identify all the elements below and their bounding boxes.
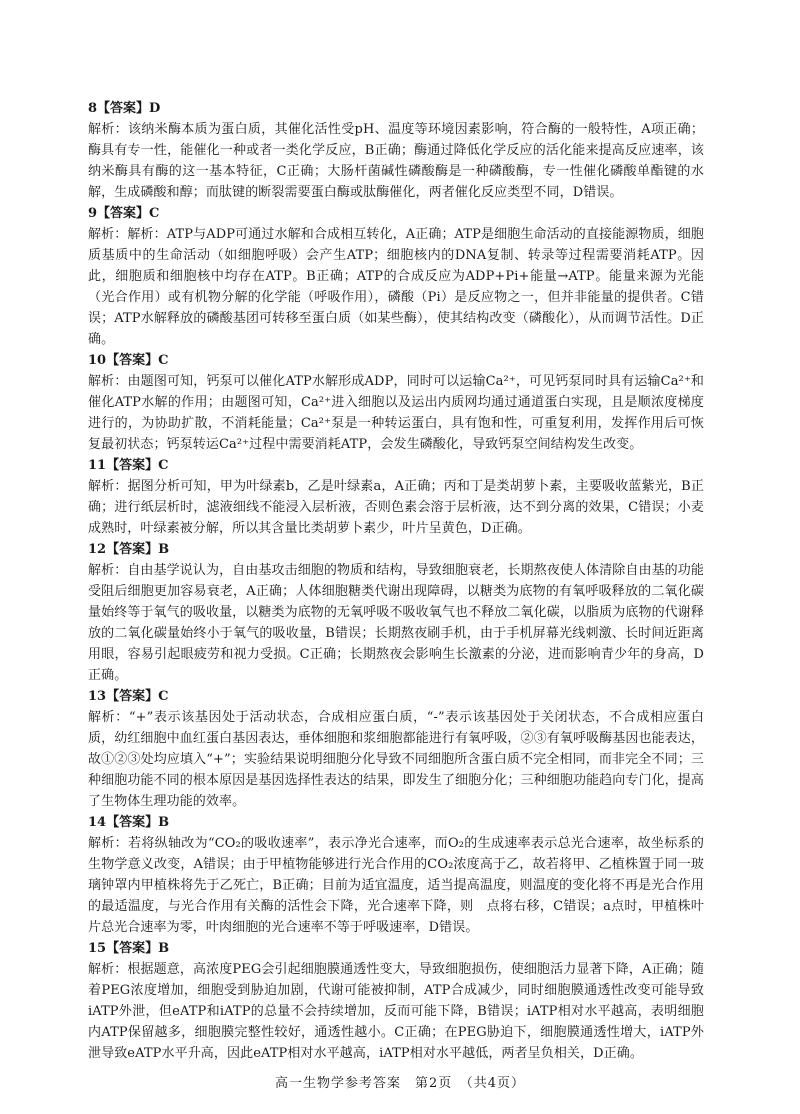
question-15: [88, 938, 704, 1064]
page-footer: 高一生物学参考答案 第2页 （共4页）: [274, 1076, 526, 1091]
question-9: [88, 203, 704, 350]
explanation-text: 解析：自由基学说认为，自由基攻击细胞的物质和结构，导致细胞衰老，长期熬夜使人体清除自由基的功能受阻后细胞更加容易衰老，A正确；人体细胞糖类代谢出现障碍，以糖类为底物的有氧呼吸释放的二氧化碳量始终等于氧气的吸收量，以糖类为底物的无氧呼吸不吸收氧气也不释放二氧化碳，以脂质为底物的代谢释放的二氧化碳量始终小于氧气的吸收量，B错误；长期熬夜刷手机，由于手机屏幕光线刺激、长时间近距离用眼，容易引起眼疲劳和视力受损。C正确；长期熬夜会影响生长激素的分泌，进而影响青少年的身高，D正确。: [88, 563, 704, 683]
explanation-text: 解析：解析：ATP与ADP可通过水解和合成相互转化，A正确；ATP是细胞生命活动的直接能源物质，细胞质基质中的生命活动（如细胞呼吸）会产生ATP；细胞核内的DNA复制、转录等过程需要消耗ATP。因此，细胞质和细胞核中均存在ATP。B正确；ATP的合成反应为ADP+Pi+能量→ATP。能量来源为光能（光合作用）或有机物分解的化学能（呼吸作用），磷酸（Pi）是反应物之一，但并非能量的提供者。C错误；ATP水解释放的磷酸基团可转移至蛋白质（如某些酶），使其结构改变（磷酸化），从而调节活性。D正确。: [88, 227, 704, 347]
explanation-text: 解析：“+”表示该基因处于活动状态，合成相应蛋白质，“-”表示该基因处于关闭状态，不合成相应蛋白质，幼红细胞中血红蛋白基因表达，垂体细胞和浆细胞都能进行有氧呼吸，②③有氧呼吸酶基因也能表达，故①②③处均应填入“+”；实验结果说明细胞分化导致不同细胞所含蛋白质不完全相同，而非完全不同；三种细胞功能不同的根本原因是基因选择性表达的结果，即发生了细胞分化；三种细胞功能趋向专门化，提高了生物体生理功能的效率。: [88, 710, 704, 809]
question-8: [88, 98, 704, 203]
question-10: [88, 350, 704, 455]
answer-line: 14【答案】B: [88, 815, 170, 830]
answer-line: 12【答案】B: [88, 542, 170, 557]
question-13: [88, 686, 704, 812]
explanation-text: 解析：根据题意，高浓度PEG会引起细胞膜通透性变大，导致细胞损伤，使细胞活力显著下降，A正确；随着PEG浓度增加，细胞受到胁迫加剧，代谢可能被抑制，ATP合成减少，同时细胞膜通透性改变可能导致iATP外泄，但eATP和iATP的总量不会持续增加，反而可能下降，B错误；iATP相对水平越高，表明细胞内ATP保留越多，细胞膜完整性较好，通透性越小。C正确；在PEG胁迫下，细胞膜通透性增大，iATP外泄导致eATP水平升高，因此eATP相对水平越高，iATP相对水平越低，两者呈负相关，D正确。: [88, 962, 704, 1061]
question-11: [88, 455, 704, 539]
answer-line: 11【答案】C: [88, 458, 169, 473]
explanation-text: 解析：由题图可知，钙泵可以催化ATP水解形成ADP，同时可以运输Ca²⁺，可见钙泵同时具有运输Ca²⁺和催化ATP水解的作用；由题图可知，Ca²⁺进入细胞以及运出内质网均通过通道蛋白实现，且是顺浓度梯度进行的，为协助扩散，不消耗能量；Ca²⁺泵是一种转运蛋白，具有饱和性，可重复利用，发挥作用后可恢复最初状态；钙泵转运Ca²⁺过程中需要消耗ATP，会发生磷酸化，导致钙泵空间结构发生改变。: [88, 374, 704, 452]
answer-line: 10【答案】C: [88, 353, 169, 368]
answer-line: 13【答案】C: [88, 689, 169, 704]
answer-line: 9【答案】C: [88, 206, 160, 221]
question-12: [88, 539, 704, 686]
question-14: [88, 812, 704, 938]
explanation-text: 解析：若将纵轴改为“CO₂的吸收速率”，表示净光合速率，而O₂的生成速率表示总光合速率，故坐标系的生物学意义改变，A错误；由于甲植物能够进行光合作用的CO₂浓度高于乙，故若将甲、乙植株置于同一玻璃钟罩内甲植株将先于乙死亡，B正确；目前为适宜温度，适当提高温度，则温度的变化将不再是光合作用的最适温度，与光合作用有关酶的活性会下降，光合速率下降，则 点将右移，C错误；a点时，甲植株叶片总光合速率为零，叶肉细胞的光合速率不等于呼吸速率，D错误。: [88, 836, 704, 935]
answer-line: 15【答案】B: [88, 941, 170, 956]
answer-line: 8【答案】D: [88, 101, 161, 116]
explanation-text: 解析：该纳米酶本质为蛋白质，其催化活性受pH、温度等环境因素影响，符合酶的一般特性，A项正确；酶具有专一性，能催化一种或者一类化学反应，B正确；酶通过降低化学反应的活化能来提高反应速率，该纳米酶具有酶的这一基本特征，C正确；大肠杆菌碱性磷酸酶是一种磷酸酶，专一性催化磷酸单酯键的水解，生成磷酸和醇；而肽键的断裂需要蛋白酶或肽酶催化，两者催化反应类型不同，D错误。: [88, 122, 704, 200]
explanation-text: 解析：据图分析可知，甲为叶绿素b，乙是叶绿素a，A正确；丙和丁是类胡萝卜素，主要吸收蓝紫光，B正确；进行纸层析时，滤液细线不能浸入层析液，否则色素会溶于层析液，达不到分离的效果，C错误；小麦成熟时，叶绿素被分解，所以其含量比类胡萝卜素少，叶片呈黄色，D正确。: [88, 479, 704, 536]
